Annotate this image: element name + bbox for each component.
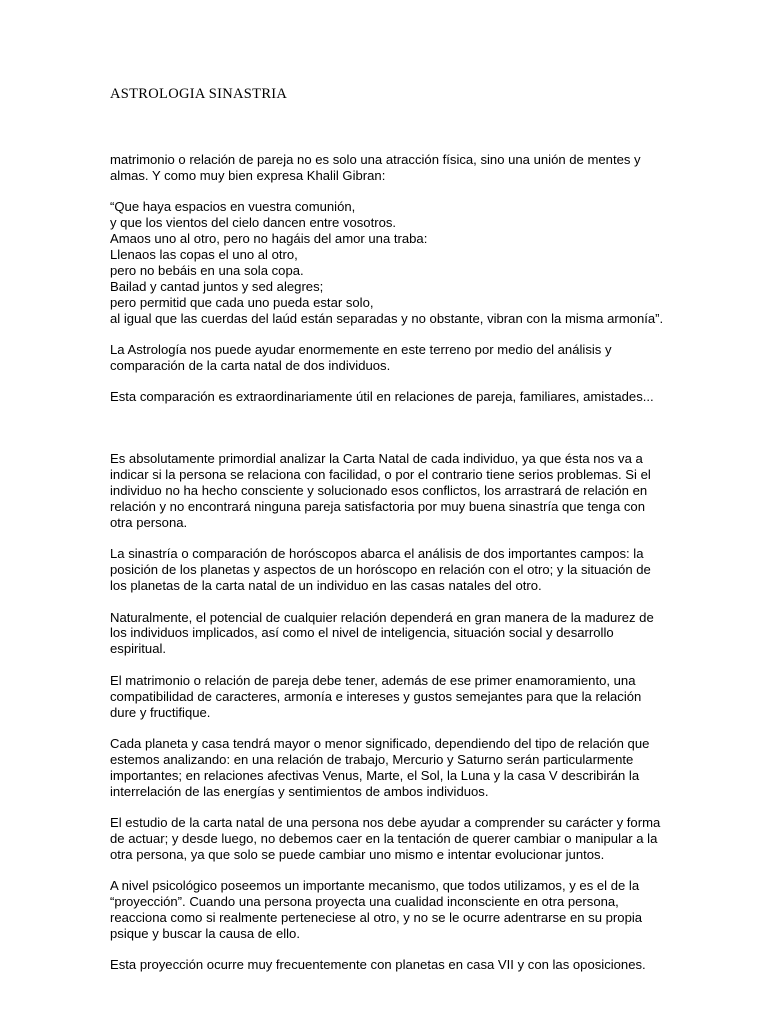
text-line: pero permitid que cada uno pueda estar solo,: [110, 294, 374, 310]
text-line: indicar si la persona se relaciona con facilidad, o por el contrario tiene serios problemas. Si el: [110, 467, 651, 483]
body-paragraph: [110, 878, 670, 942]
text-line: al igual que las cuerdas del laúd están separadas y no obstante, vibran con la misma armonía”.: [110, 310, 664, 326]
text-line: pero no bebáis en una sola copa.: [110, 262, 304, 278]
body-paragraph: [110, 546, 670, 594]
text-line: estemos analizando: en una relación de trabajo, Mercurio y Saturno serán particularmente: [110, 751, 634, 767]
text-line: reacciona como si realmente perteneciese al otro, y no se le ocurre adentrarse en su propia: [110, 910, 643, 926]
text-line: los planetas de la carta natal de un individuo en las casas natales del otro.: [110, 578, 542, 594]
text-line: “proyección”. Cuando una persona proyecta una cualidad inconsciente en otra persona,: [110, 894, 619, 910]
text-line: individuo no ha hecho consciente y solucionado esos conflictos, los arrastrará de relación en: [110, 483, 648, 499]
text-line: importantes; en relaciones afectivas Venus, Marte, el Sol, la Luna y la casa V describirán la: [110, 767, 640, 783]
text-line: La Astrología nos puede ayudar enormemente en este terreno por medio del análisis y: [110, 342, 612, 358]
body-paragraph: [110, 342, 670, 374]
text-line: posición de los planetas y aspectos de un horóscopo en relación con el otro; y la situación de: [110, 562, 651, 578]
text-line: compatibilidad de caracteres, armonía e intereses y gustos semejantes para que la relación: [110, 688, 642, 704]
text-line: A nivel psicológico poseemos un importante mecanismo, que todos utilizamos, y es el de la: [110, 878, 640, 894]
text-line: matrimonio o relación de pareja no es solo una atracción física, sino una unión de mentes y: [110, 152, 641, 167]
body-paragraph: [110, 815, 670, 863]
text-line: relación y no encontrará ninguna pareja satisfactoria por muy buena sinastría que tenga con: [110, 499, 645, 514]
text-line: espiritual.: [110, 641, 167, 657]
text-line: Naturalmente, el potencial de cualquier relación dependerá en gran manera de la madurez de: [110, 609, 654, 625]
text-line: los individuos implicados, así como el nivel de inteligencia, situación social y desarrollo: [110, 625, 614, 641]
body-paragraph: [110, 152, 670, 184]
body-paragraph: [110, 957, 670, 973]
quote-paragraph: [110, 199, 670, 326]
text-line: almas. Y como muy bien expresa Khalil Gibran:: [110, 167, 386, 183]
text-line: dure y fructifique.: [110, 704, 211, 720]
text-line: Es absolutamente primordial analizar la Carta Natal de cada individuo, ya que ésta nos va a: [110, 451, 643, 467]
body-paragraph: [110, 673, 670, 721]
body-paragraph: [110, 389, 670, 405]
text-line: Bailad y cantad juntos y sed alegres;: [110, 278, 324, 294]
body-paragraph: [110, 451, 670, 531]
text-line: Amaos uno al otro, pero no hagáis del amor una traba:: [110, 231, 428, 247]
text-line: y que los vientos del cielo dancen entre vosotros.: [110, 215, 397, 231]
text-line: “Que haya espacios en vuestra comunión,: [110, 199, 356, 215]
text-line: Llenaos las copas el uno al otro,: [110, 247, 298, 263]
text-line: otra persona, ya que solo se puede cambiar uno mismo e intentar evolucionar juntos.: [110, 846, 605, 862]
document-body: [110, 152, 670, 989]
text-line: psique y buscar la causa de ello.: [110, 926, 300, 942]
text-line: otra persona.: [110, 514, 188, 530]
text-line: de actuar; y desde luego, no debemos caer en la tentación de querer cambiar o manipular a la: [110, 831, 658, 846]
text-line: Esta comparación es extraordinariamente útil en relaciones de pareja, familiares, amistades...: [110, 389, 654, 405]
text-line: La sinastría o comparación de horóscopos abarca el análisis de dos importantes campos: la: [110, 546, 644, 562]
text-line: El estudio de la carta natal de una persona nos debe ayudar a comprender su carácter y forma: [110, 815, 661, 831]
text-line: Cada planeta y casa tendrá mayor o menor significado, dependiendo del tipo de relación que: [110, 735, 650, 751]
text-line: Esta proyección ocurre muy frecuentemente con planetas en casa VII y con las oposiciones.: [110, 957, 646, 973]
text-line: comparación de la carta natal de dos individuos.: [110, 357, 391, 373]
text-line: interrelación de las energías y sentimientos de ambos individuos.: [110, 783, 489, 799]
text-line: El matrimonio o relación de pareja debe tener, además de ese primer enamoramiento, una: [110, 672, 636, 688]
body-paragraph: [110, 736, 670, 800]
body-paragraph: [110, 610, 670, 658]
document-title: ASTROLOGIA SINASTRIA: [110, 86, 288, 102]
